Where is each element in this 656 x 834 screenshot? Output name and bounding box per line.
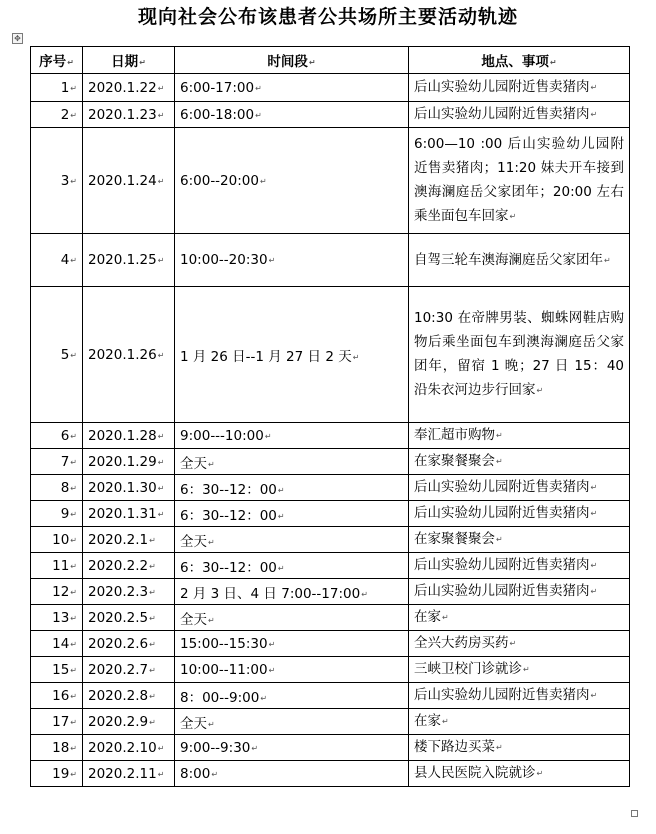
row-time: 15:00--15:30 ↵: [175, 631, 409, 657]
row-number: 15 ↵: [31, 657, 83, 683]
row-date: 2020.2.9 ↵: [83, 709, 175, 735]
row-date: 2020.1.31 ↵: [83, 501, 175, 527]
row-date: 2020.1.30 ↵: [83, 475, 175, 501]
row-time: 全天 ↵: [175, 605, 409, 631]
row-date: 2020.2.11 ↵: [83, 761, 175, 787]
row-date: 2020.1.23 ↵: [83, 102, 175, 128]
row-number: 18 ↵: [31, 735, 83, 761]
table-row: [31, 234, 630, 287]
row-date: 2020.1.29 ↵: [83, 449, 175, 475]
row-time: 全天 ↵: [175, 449, 409, 475]
row-place: 后山实验幼儿园附近售卖猪肉 ↵: [409, 501, 630, 527]
row-date: 2020.1.26 ↵: [83, 287, 175, 423]
row-number: 7 ↵: [31, 449, 83, 475]
table-move-handle-icon[interactable]: ✥: [12, 33, 23, 44]
table-row: [31, 657, 630, 683]
table-row: [31, 74, 630, 102]
table-row: [31, 553, 630, 579]
row-date: 2020.2.3 ↵: [83, 579, 175, 605]
row-number: 10 ↵: [31, 527, 83, 553]
row-date: 2020.2.7 ↵: [83, 657, 175, 683]
row-place: 在家聚餐聚会 ↵: [409, 527, 630, 553]
row-date: 2020.2.1 ↵: [83, 527, 175, 553]
row-place: 10:30 在帝牌男装、蜘蛛网鞋店购物后乘坐面包车到澳海澜庭岳父家团年，留宿 1 晚；27 日 15：40 沿朱衣河边步行回家 ↵: [409, 287, 630, 423]
row-place: 全兴大药房买药 ↵: [409, 631, 630, 657]
row-number: 2 ↵: [31, 102, 83, 128]
row-time: 10:00--11:00 ↵: [175, 657, 409, 683]
row-number: 6 ↵: [31, 423, 83, 449]
row-date: 2020.1.28 ↵: [83, 423, 175, 449]
header-time: 时间段 ↵: [175, 47, 409, 74]
table-row: [31, 579, 630, 605]
row-number: 19 ↵: [31, 761, 83, 787]
table-row: [31, 501, 630, 527]
row-date: 2020.1.22 ↵: [83, 74, 175, 102]
row-number: 9 ↵: [31, 501, 83, 527]
header-date: 日期 ↵: [83, 47, 175, 74]
row-time: 全天 ↵: [175, 709, 409, 735]
row-number: 11 ↵: [31, 553, 83, 579]
table-row: [31, 475, 630, 501]
table-row: [31, 761, 630, 787]
row-time: 8：00--9:00 ↵: [175, 683, 409, 709]
row-time: 9:00--9:30 ↵: [175, 735, 409, 761]
row-time: 6:00-17:00 ↵: [175, 74, 409, 102]
table-row: [31, 709, 630, 735]
table-row: [31, 683, 630, 709]
row-number: 13 ↵: [31, 605, 83, 631]
row-time: 8:00 ↵: [175, 761, 409, 787]
row-time: 6:00--20:00 ↵: [175, 128, 409, 234]
row-date: 2020.2.2 ↵: [83, 553, 175, 579]
document-title: 现向社会公布该患者公共场所主要活动轨迹: [137, 6, 518, 28]
row-number: 17 ↵: [31, 709, 83, 735]
row-place: 在家 ↵: [409, 709, 630, 735]
row-date: 2020.2.10 ↵: [83, 735, 175, 761]
row-place: 后山实验幼儿园附近售卖猪肉 ↵: [409, 579, 630, 605]
row-place: 自驾三轮车澳海澜庭岳父家团年 ↵: [409, 234, 630, 287]
row-date: 2020.2.6 ↵: [83, 631, 175, 657]
table-row: [31, 449, 630, 475]
row-place: 后山实验幼儿园附近售卖猪肉 ↵: [409, 74, 630, 102]
header-place: 地点、事项 ↵: [409, 47, 630, 74]
row-number: 4 ↵: [31, 234, 83, 287]
row-date: 2020.1.25 ↵: [83, 234, 175, 287]
row-place: 后山实验幼儿园附近售卖猪肉 ↵: [409, 683, 630, 709]
row-time: 6：30--12：00 ↵: [175, 501, 409, 527]
row-time: 6：30--12：00 ↵: [175, 553, 409, 579]
row-number: 1 ↵: [31, 74, 83, 102]
row-time: 1 月 26 日--1 月 27 日 2 天 ↵: [175, 287, 409, 423]
table-row: [31, 631, 630, 657]
page-end-marker: [631, 810, 638, 817]
row-time: 6:00-18:00 ↵: [175, 102, 409, 128]
row-place: 后山实验幼儿园附近售卖猪肉 ↵: [409, 102, 630, 128]
row-time: 全天 ↵: [175, 527, 409, 553]
row-time: 9:00---10:00 ↵: [175, 423, 409, 449]
table-row: [31, 423, 630, 449]
row-number: 16 ↵: [31, 683, 83, 709]
header-no: 序号 ↵: [31, 47, 83, 74]
row-time: 10:00--20:30 ↵: [175, 234, 409, 287]
row-place: 6:00—10 :00 后山实验幼儿园附近售卖猪肉；11:20 妹夫开车接到澳海澜庭岳父家团年；20:00 左右乘坐面包车回家 ↵: [409, 128, 630, 234]
row-place: 楼下路边买菜 ↵: [409, 735, 630, 761]
row-time: 6：30--12：00 ↵: [175, 475, 409, 501]
row-number: 14 ↵: [31, 631, 83, 657]
row-time: 2 月 3 日、4 日 7:00--17:00 ↵: [175, 579, 409, 605]
table-row: [31, 527, 630, 553]
row-number: 3 ↵: [31, 128, 83, 234]
row-place: 三峡卫校门诊就诊 ↵: [409, 657, 630, 683]
row-place: 县人民医院入院就诊 ↵: [409, 761, 630, 787]
table-row: [31, 605, 630, 631]
row-place: 后山实验幼儿园附近售卖猪肉 ↵: [409, 475, 630, 501]
row-place: 在家聚餐聚会 ↵: [409, 449, 630, 475]
activity-trace-table: [30, 46, 630, 787]
row-date: 2020.2.5 ↵: [83, 605, 175, 631]
row-place: 后山实验幼儿园附近售卖猪肉 ↵: [409, 553, 630, 579]
table-header-row: [31, 47, 630, 74]
table-row: [31, 287, 630, 423]
row-number: 5 ↵: [31, 287, 83, 423]
table-row: [31, 735, 630, 761]
row-date: 2020.2.8 ↵: [83, 683, 175, 709]
row-place: 奉汇超市购物 ↵: [409, 423, 630, 449]
table-row: [31, 128, 630, 234]
row-date: 2020.1.24 ↵: [83, 128, 175, 234]
row-number: 8 ↵: [31, 475, 83, 501]
row-number: 12 ↵: [31, 579, 83, 605]
row-place: 在家 ↵: [409, 605, 630, 631]
table-row: [31, 102, 630, 128]
